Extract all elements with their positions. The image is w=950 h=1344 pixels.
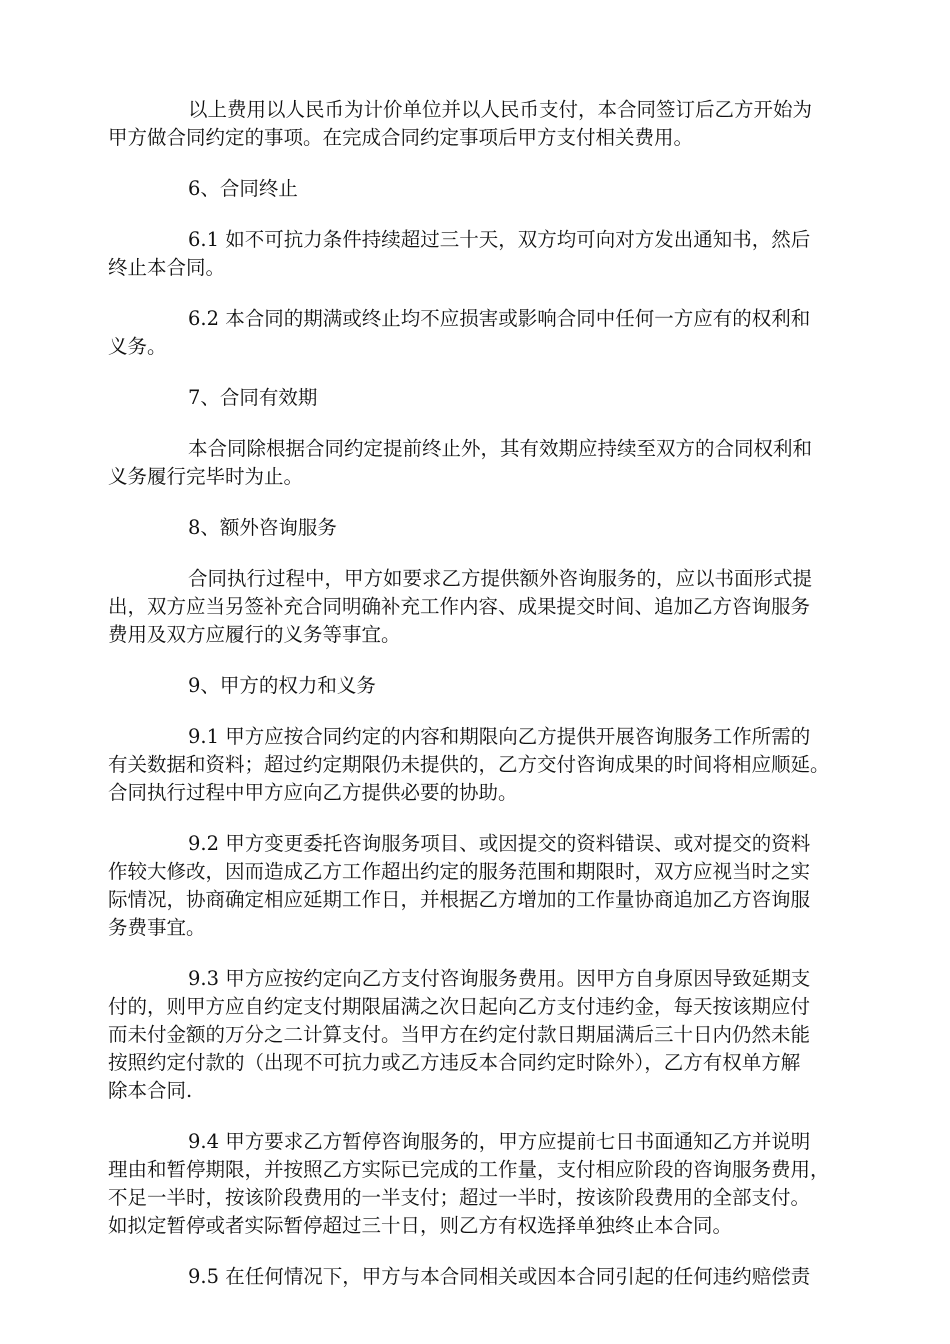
text-line: 6.2 本合同的期满或终止均不应损害或影响合同中任何一方应有的权利和 <box>188 307 811 330</box>
paragraph-validity <box>108 435 844 491</box>
paragraph-extra-services <box>108 565 844 649</box>
text-line: 际情况，协商确定相应延期工作日，并根据乙方增加的工作量协商追加乙方咨询服 <box>108 888 811 911</box>
clause-9-2 <box>108 830 844 942</box>
text-line: 而未付金额的万分之二计算支付。当甲方在约定付款日期届满后三十日内仍然未能 <box>108 1023 811 1046</box>
text-line: 9.4 甲方要求乙方暂停咨询服务的，甲方应提前七日书面通知乙方并说明 <box>188 1130 811 1153</box>
text-line: 务费事宜。 <box>108 916 206 939</box>
text-line: 有关数据和资料；超过约定期限仍未提供的，乙方交付咨询成果的时间将相应顺延。 <box>108 753 830 776</box>
section-heading-termination <box>108 175 844 203</box>
text-line: 作较大修改，因而造成乙方工作超出约定的服务范围和期限时，双方应视当时之实 <box>108 860 811 883</box>
paragraph-fee-currency <box>108 96 844 152</box>
text-line: 9.5 在任何情况下，甲方与本合同相关或因本合同引起的任何违约赔偿责 <box>188 1265 811 1288</box>
text-line: 9.1 甲方应按合同约定的内容和期限向乙方提供开展咨询服务工作所需的 <box>188 725 811 748</box>
clause-9-4 <box>108 1128 844 1240</box>
text-line: 终止本合同。 <box>108 256 226 279</box>
document-page <box>108 96 844 1314</box>
text-line: 9、甲方的权力和义务 <box>188 674 376 697</box>
clause-6-1 <box>108 226 844 282</box>
text-line: 按照约定付款的（出现不可抗力或乙方违反本合同约定时除外），乙方有权单方解 <box>108 1051 801 1074</box>
text-line: 7、合同有效期 <box>188 386 318 409</box>
text-line: 合同执行过程中，甲方如要求乙方提供额外咨询服务的，应以书面形式提 <box>188 567 813 590</box>
text-line: 义务履行完毕时为止。 <box>108 465 304 488</box>
clause-9-5 <box>108 1263 844 1291</box>
clause-9-1 <box>108 723 844 807</box>
text-line: 合同执行过程中甲方应向乙方提供必要的协助。 <box>108 781 518 804</box>
section-heading-validity <box>108 384 844 412</box>
clause-6-2 <box>108 305 844 361</box>
text-line: 付的，则甲方应自约定支付期限届满之次日起向乙方支付违约金，每天按该期应付 <box>108 995 811 1018</box>
text-line: 9.3 甲方应按约定向乙方支付咨询服务费用。因甲方自身原因导致延期支 <box>188 967 811 990</box>
text-line: 理由和暂停期限，并按照乙方实际已完成的工作量，支付相应阶段的咨询服务费用， <box>108 1158 830 1181</box>
text-line: 义务。 <box>108 335 167 358</box>
text-line: 9.2 甲方变更委托咨询服务项目、或因提交的资料错误、或对提交的资料 <box>188 832 811 855</box>
clause-9-3 <box>108 965 844 1105</box>
section-heading-party-a-duties <box>108 672 844 700</box>
text-line: 不足一半时，按该阶段费用的一半支付；超过一半时，按该阶段费用的全部支付。 <box>108 1186 811 1209</box>
text-line: 甲方做合同约定的事项。在完成合同约定事项后甲方支付相关费用。 <box>108 126 694 149</box>
text-line: 费用及双方应履行的义务等事宜。 <box>108 623 401 646</box>
text-line: 除本合同. <box>108 1079 193 1102</box>
text-line: 6.1 如不可抗力条件持续超过三十天，双方均可向对方发出通知书，然后 <box>188 228 811 251</box>
text-line: 如拟定暂停或者实际暂停超过三十日，则乙方有权选择单独终止本合同。 <box>108 1214 733 1237</box>
text-line: 8、额外咨询服务 <box>188 516 337 539</box>
text-line: 以上费用以人民币为计价单位并以人民币支付，本合同签订后乙方开始为 <box>188 98 813 121</box>
text-line: 6、合同终止 <box>188 177 298 200</box>
text-line: 出，双方应当另签补充合同明确补充工作内容、成果提交时间、追加乙方咨询服务 <box>108 595 811 618</box>
section-heading-extra-services <box>108 514 844 542</box>
text-line: 本合同除根据合同约定提前终止外，其有效期应持续至双方的合同权利和 <box>188 437 813 460</box>
